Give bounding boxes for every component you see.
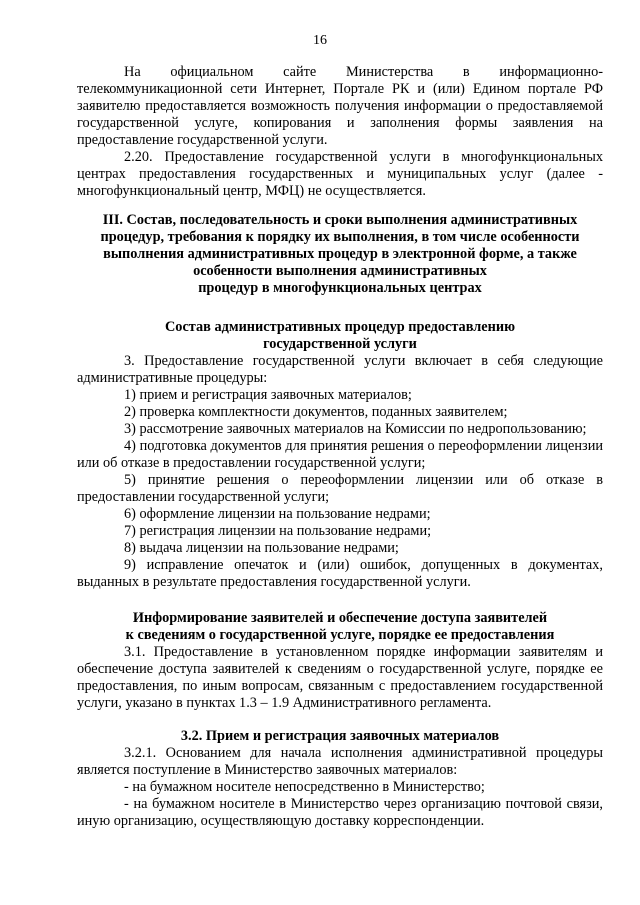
subsection-procedures-heading (77, 319, 603, 353)
subsection-3-2-heading: 3.2. Прием и регистрация заявочных материалов (180, 728, 500, 744)
list-item: 9) исправление опечаток и (или) ошибок, допущенных в документах, выданных в результате предоставления государственной услуги. (77, 557, 603, 590)
bullet-item: - на бумажном носителе непосредственно в Министерство; (124, 779, 485, 795)
section-3-heading (77, 212, 603, 297)
list-item: 4) подготовка документов для принятия решения о переоформлении лицензии или об отказе в предоставлении государственной услуги; (77, 438, 603, 471)
paragraph-3-2-1: 3.2.1. Основанием для начала исполнения административной процедуры является поступление в Министерство заявочных материалов: (77, 745, 603, 778)
heading-line: Информирование заявителей и обеспечение доступа заявителей (132, 610, 548, 626)
bullet-item: - на бумажном носителе в Министерство через организацию почтовой связи, иную организацию, осуществляющую доставку корреспонденции. (77, 796, 603, 829)
paragraph-portal-info: На официальном сайте Министерства в информационно-телекоммуникационной сети Интернет, Портале РК и (или) Едином портале РФ заявителю предоставляется возможность получения информации о предоставляемой государственной услуге, копирования и заполнения формы заявления на предоставление государственной услуги. (77, 64, 603, 148)
list-item: 7) регистрация лицензии на пользование недрами; (124, 523, 432, 539)
heading-line: III. Состав, последовательность и сроки выполнения административных (102, 212, 578, 228)
list-item: 3) рассмотрение заявочных материалов на Комиссии по недропользованию; (124, 421, 587, 437)
heading-line: Состав административных процедур предоставлению (164, 319, 516, 335)
heading-line: к сведениям о государственной услуге, порядке ее предоставления (125, 627, 555, 643)
paragraph-3-1: 3.1. Предоставление в установленном порядке информации заявителям и обеспечение доступа заявителей к сведениям о государственной услуге, порядке ее предоставления, по иным вопросам, связанным с предоставлением государственной услуги, указано в пунктах 1.3 – 1.9 Административного регламента. (77, 644, 603, 711)
page-number: 16 (313, 33, 327, 48)
heading-line: особенности выполнения административных (193, 263, 487, 279)
list-item: 8) выдача лицензии на пользование недрами; (124, 540, 399, 556)
document-body (77, 64, 603, 830)
heading-line: государственной услуги (263, 336, 417, 352)
list-item: 1) прием и регистрация заявочных материалов; (124, 387, 412, 403)
paragraph-3: 3. Предоставление государственной услуги включает в себя следующие административные процедуры: (77, 353, 603, 386)
heading-line: процедур, требования к порядку их выполнения, в том числе особенности (100, 229, 580, 245)
list-item: 2) проверка комплектности документов, поданных заявителем; (124, 404, 508, 420)
heading-line: процедур в многофункциональных центрах (198, 280, 482, 296)
paragraph-2-20: 2.20. Предоставление государственной услуги в многофункциональных центрах предоставления государственных и муниципальных услуг (далее - многофункциональный центр, МФЦ) не осуществляется. (77, 149, 603, 199)
list-item: 6) оформление лицензии на пользование недрами; (124, 506, 431, 522)
list-item: 5) принятие решения о переоформлении лицензии или об отказе в предоставлении государственной услуги; (77, 472, 603, 505)
subsection-informing-heading (77, 610, 603, 644)
heading-line: выполнения административных процедур в электронной форме, а также (103, 246, 577, 262)
